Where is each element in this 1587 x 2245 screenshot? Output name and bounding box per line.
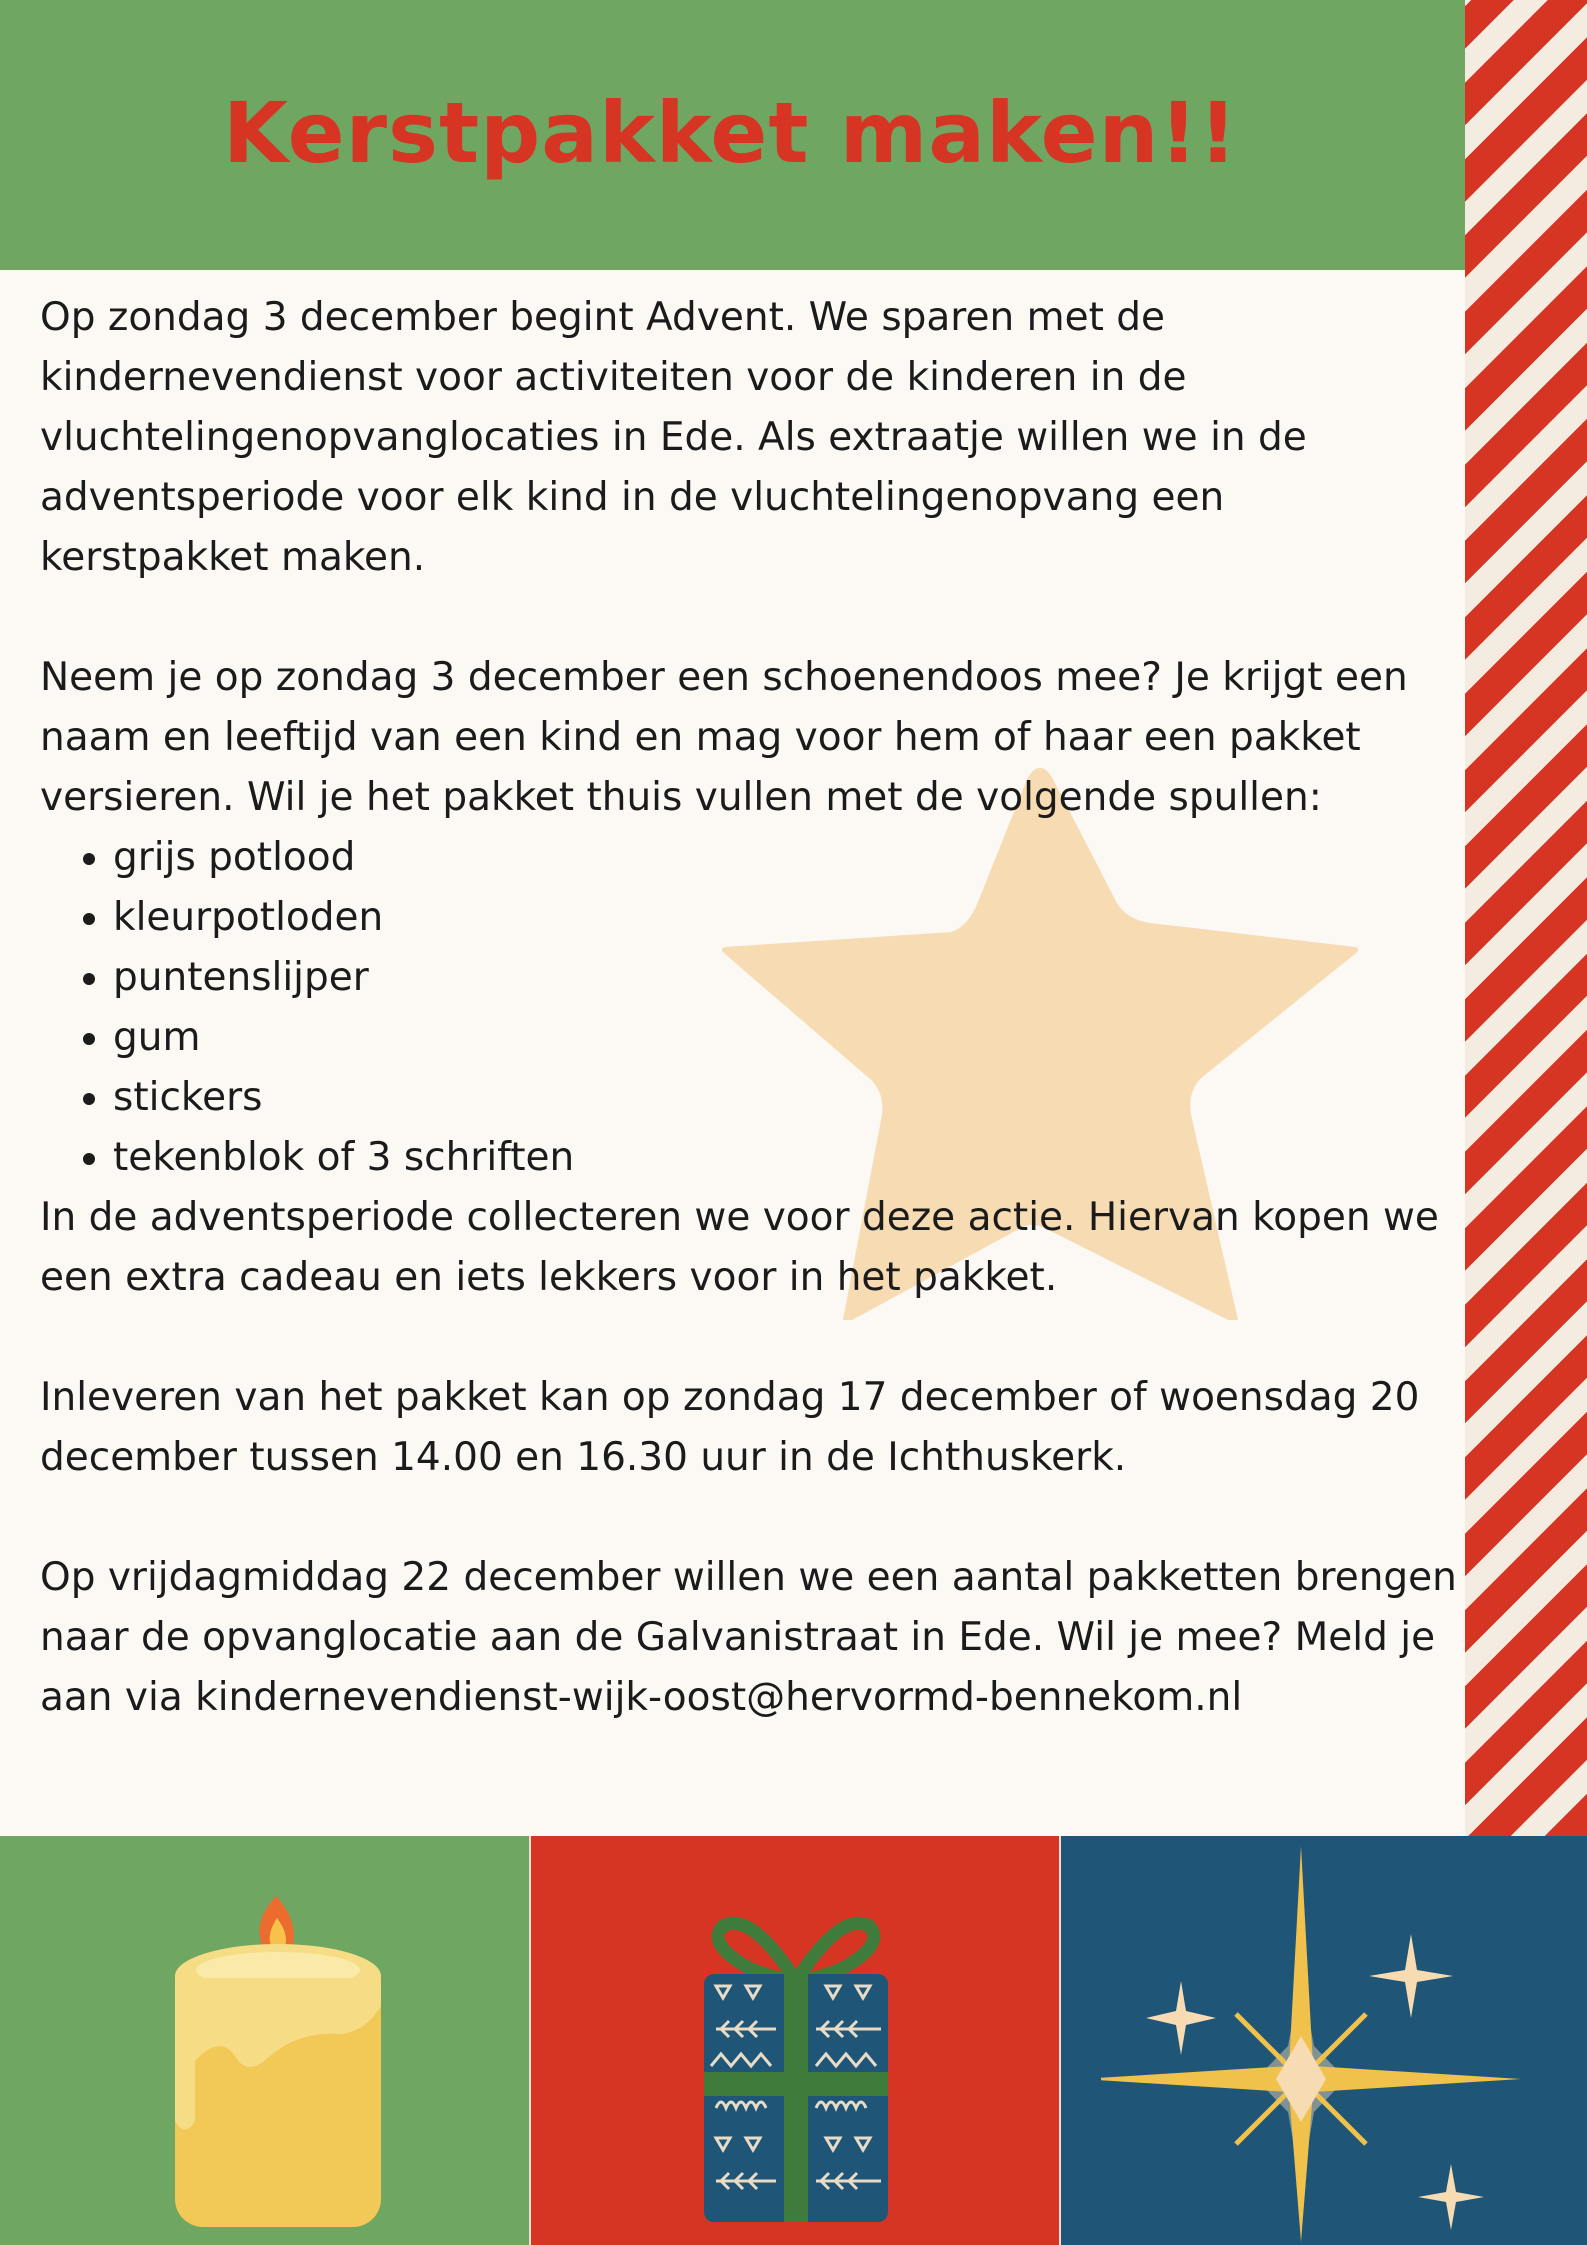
list-item: • gum bbox=[113, 1008, 1460, 1068]
sparkle-panel bbox=[1059, 1836, 1587, 2245]
candy-stripe-border bbox=[1465, 0, 1587, 1836]
instructions-paragraph: Neem je op zondag 3 december een schoenendoos mee? Je krijgt een naam en leeftijd van een kind en mag voor hem of haar een pakket versieren. Wil je het pakket thuis vullen met de volgende spullen: bbox=[40, 655, 1408, 820]
list-item: • grijs potlood bbox=[113, 828, 1460, 888]
dropoff-paragraph: Inleveren van het pakket kan op zondag 17 december of woensdag 20 december tussen 14.00 en 16.30 uur in de Ichthuskerk. bbox=[40, 1375, 1420, 1480]
intro-paragraph: Op zondag 3 december begint Advent. We sparen met de kindernevendienst voor activiteiten voor de kinderen in de vluchtelingenopvanglocaties in Ede. Als extraatje willen we in de adventsperiode voor elk kind in de vluchtelingenopvang een kerstpakket maken. bbox=[40, 295, 1307, 580]
supplies-list bbox=[40, 828, 1460, 1188]
delivery-paragraph: Op vrijdagmiddag 22 december willen we een aantal pakketten brengen naar de opvanglocatie aan de Galvanistraat in Ede. Wil je mee? Meld je aan via kindernevendienst-wijk-oost@hervormd-bennekom.nl bbox=[40, 1555, 1457, 1720]
sparkle-icon bbox=[1101, 1836, 1561, 2245]
list-item: • kleurpotloden bbox=[113, 888, 1460, 948]
letter-body bbox=[40, 288, 1460, 1788]
gift-icon bbox=[671, 1876, 921, 2231]
list-item: • stickers bbox=[113, 1068, 1460, 1128]
footer-decor bbox=[0, 1836, 1587, 2245]
list-item: • puntenslijper bbox=[113, 948, 1460, 1008]
candle-icon bbox=[160, 1856, 390, 2236]
gift-panel bbox=[529, 1836, 1058, 2245]
page-title: Kerstpakket maken!! bbox=[222, 84, 1239, 182]
list-item: • tekenblok of 3 schriften bbox=[113, 1128, 1460, 1188]
candle-panel bbox=[0, 1836, 529, 2245]
header-banner bbox=[0, 0, 1465, 270]
collection-paragraph: In de adventsperiode collecteren we voor deze actie. Hiervan kopen we een extra cadeau en iets lekkers voor in het pakket. bbox=[40, 1195, 1439, 1300]
